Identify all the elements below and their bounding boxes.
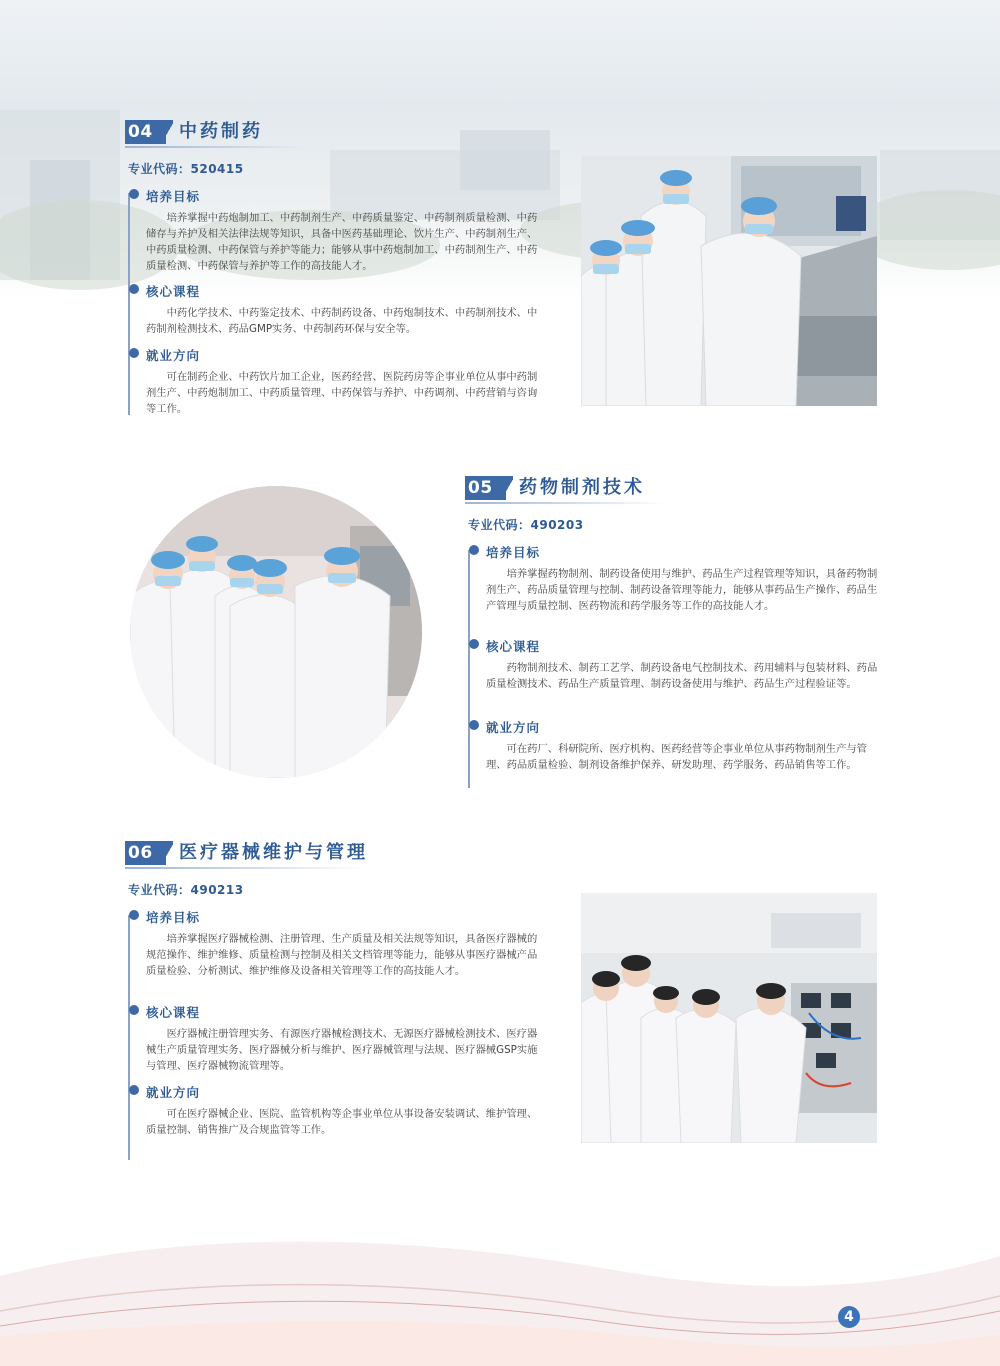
number-slash-decoration xyxy=(163,120,173,144)
course-title: 核心课程 xyxy=(146,284,201,299)
timeline-line xyxy=(468,550,470,788)
goal-title: 培养目标 xyxy=(146,189,201,204)
goal-text: 培养掌握医疗器械检测、注册管理、生产质量及相关法规等知识，具备医疗器械的规范操作、维护维修、质量检测与控制及相关文档管理等能力，能够从事医疗器械产品质量检验、分析测试、维护维修及设备相关管理等工作的高技能人才。 xyxy=(146,933,538,977)
bullet-dot xyxy=(129,1085,139,1095)
major-code: 专业代码：490203 xyxy=(468,518,584,532)
job-block xyxy=(146,346,546,417)
title-underline xyxy=(125,146,305,148)
course-title: 核心课程 xyxy=(146,1005,201,1020)
bottom-wave-decoration xyxy=(0,1216,1000,1366)
timeline-line xyxy=(128,193,130,415)
job-title: 就业方向 xyxy=(146,1085,201,1100)
section-number: 04 xyxy=(125,120,166,144)
major-code: 专业代码：490213 xyxy=(128,883,244,897)
bullet-dot xyxy=(469,545,479,555)
title-underline xyxy=(465,502,665,504)
lab-photo-pharmaceutics xyxy=(130,486,422,778)
section-title: 医疗器械维护与管理 xyxy=(179,842,368,863)
course-block xyxy=(146,282,546,337)
section-title: 药物制剂技术 xyxy=(519,477,645,498)
goal-title: 培养目标 xyxy=(146,910,201,925)
timeline-line xyxy=(128,915,130,1160)
title-underline xyxy=(125,867,365,869)
bullet-dot xyxy=(129,910,139,920)
section-05-header xyxy=(465,476,665,506)
course-title: 核心课程 xyxy=(486,639,541,654)
lab-photo-medical-devices xyxy=(581,893,877,1143)
bullet-dot xyxy=(129,284,139,294)
job-text: 可在药厂、科研院所、医疗机构、医药经营等企事业单位从事药物制剂生产与管理、药品质量检验、制剂设备维护保养、研发助理、药学服务、药品销售等工作。 xyxy=(486,743,867,771)
job-text: 可在医疗器械企业、医院、监管机构等企事业单位从事设备安装调试、维护管理、质量控制、销售推广及合规监管等工作。 xyxy=(146,1108,538,1136)
lab-photo-tcm xyxy=(581,156,877,406)
course-text: 中药化学技术、中药鉴定技术、中药制药设备、中药炮制技术、中药制剂技术、中药制剂检测技术、药品GMP实务、中药制药环保与安全等。 xyxy=(146,307,538,335)
course-text: 药物制剂技术、制药工艺学、制药设备电气控制技术、药用辅料与包装材料、药品质量检测技术、药品生产质量管理、制药设备使用与维护、药品生产过程验证等。 xyxy=(486,662,878,690)
section-number: 06 xyxy=(125,841,166,865)
job-block xyxy=(486,718,886,773)
number-slash-decoration xyxy=(163,841,173,865)
section-title: 中药制药 xyxy=(179,121,263,142)
course-text: 医疗器械注册管理实务、有源医疗器械检测技术、无源医疗器械检测技术、医疗器械生产质量管理实务、医疗器械分析与维护、医疗器械管理与法规、医疗器械GSP实施与管理、医疗器械物流管理等。 xyxy=(146,1028,538,1072)
goal-block xyxy=(146,187,546,274)
goal-block xyxy=(146,908,546,979)
goal-text: 培养掌握药物制剂、制药设备使用与维护、药品生产过程管理等知识，具备药物制剂生产、药品质量管理与控制、制药设备管理等能力，能够从事药品生产操作、药品生产管理与质量控制、医药物流和药学服务等工作的高技能人才。 xyxy=(486,568,878,612)
goal-block xyxy=(486,543,886,614)
course-block xyxy=(486,637,886,692)
bullet-dot xyxy=(129,1005,139,1015)
course-block xyxy=(146,1003,546,1074)
bullet-dot xyxy=(469,720,479,730)
job-title: 就业方向 xyxy=(486,720,541,735)
section-number: 05 xyxy=(465,476,506,500)
section-06-header xyxy=(125,841,368,871)
bullet-dot xyxy=(469,639,479,649)
page-number: 4 xyxy=(838,1306,860,1328)
section-04-header xyxy=(125,120,305,150)
major-code: 专业代码：520415 xyxy=(128,162,244,176)
number-slash-decoration xyxy=(503,476,513,500)
job-text: 可在制药企业、中药饮片加工企业，医药经营、医院药房等企事业单位从事中药制剂生产、中药炮制加工、中药质量管理、中药保管与养护、中药调剂、中药营销与咨询等工作。 xyxy=(146,371,538,415)
goal-title: 培养目标 xyxy=(486,545,541,560)
goal-text: 培养掌握中药炮制加工、中药制剂生产、中药质量鉴定、中药制剂质量检测、中药储存与养护及相关法律法规等知识，具备中医药基础理论、饮片生产、中药制剂生产、中药质量检测、中药保管与养护等能力；能够从事中药炮制加工、中药制剂生产、中药质量检测、中药保管与养护等工作的高技能人才。 xyxy=(146,212,538,272)
bullet-dot xyxy=(129,189,139,199)
job-title: 就业方向 xyxy=(146,348,201,363)
bullet-dot xyxy=(129,348,139,358)
job-block xyxy=(146,1083,546,1138)
